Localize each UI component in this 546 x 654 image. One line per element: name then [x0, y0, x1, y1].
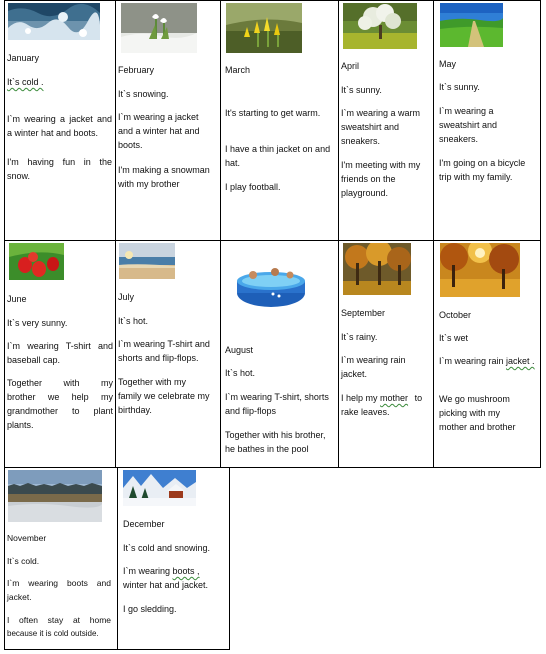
july-name: July [118, 292, 135, 302]
month-cell-april [339, 1, 433, 240]
june-clothes-line-2: baseball cap. [7, 355, 61, 365]
august-clothes-line-1: I`m wearing T-shirt, shorts [225, 392, 329, 402]
strawberry-image [9, 243, 64, 280]
april-clothes-line-2: sweatshirt and [341, 122, 400, 132]
june-activity-line-1: Together with my [7, 378, 113, 388]
july-activity-line-1: Together with my [118, 377, 187, 387]
july-activity-line-2: family we celebrate my [118, 391, 210, 401]
october-activity-line-3: mother and brother [439, 422, 516, 432]
september-clothes-line-2: jacket. [341, 369, 368, 379]
august-name: August [225, 345, 254, 355]
month-cell-october [434, 241, 540, 467]
october-clothes-part-a: I`m wearing rain [439, 356, 504, 366]
july-weather: It`s hot. [118, 316, 149, 326]
april-activity-line-2: friends on the [341, 174, 396, 184]
july-activity-line-3: birthday. [118, 405, 152, 415]
march-clothes-line-1: I have a thin jacket on and [225, 144, 331, 154]
january-weather [7, 75, 44, 89]
april-clothes-line-1: I`m wearing a warm [341, 108, 421, 118]
december-clothes-line-1 [123, 564, 200, 578]
autumn-park-image [440, 243, 520, 297]
june-activity-line-4: plants. [7, 420, 34, 430]
may-clothes-line-1: I`m wearing a [439, 106, 494, 116]
february-activity-line-1: I'm making a snowman [118, 165, 210, 175]
september-activity-line-1 [341, 391, 422, 405]
january-activity-line-1: I'm having fun in the [7, 157, 112, 167]
november-activity-line-1: I often stay at home [7, 615, 111, 625]
october-name: October [439, 310, 472, 320]
january-clothes-line-2: a winter hat and boots. [7, 128, 99, 138]
june-weather: It`s very sunny. [7, 318, 68, 328]
january-activity-line-2: snow. [7, 171, 31, 181]
february-activity-line-2: with my brother [118, 179, 180, 189]
september-activity-part-a: I help my [341, 393, 378, 403]
october-clothes [439, 354, 535, 368]
march-weather: It's starting to get warm. [225, 108, 321, 118]
september-name: September [341, 308, 386, 318]
july-clothes-line-1: I`m wearing T-shirt and [118, 339, 210, 349]
meadow-path-image [440, 3, 503, 47]
january-weather-text: It`s cold . [7, 77, 44, 87]
december-name: December [123, 519, 165, 529]
december-clothes-part-b: boots , [172, 566, 200, 576]
february-clothes-line-3: boots. [118, 140, 143, 150]
april-name: April [341, 61, 360, 71]
april-activity-line-3: playground. [341, 188, 389, 198]
october-activity-line-2: picking with my [439, 408, 501, 418]
september-weather: It`s rainy. [341, 332, 378, 342]
february-weather: It`s snowing. [118, 89, 169, 99]
may-clothes-line-3: sneakers. [439, 134, 479, 144]
snowy-village-image [123, 470, 196, 506]
april-clothes-line-3: sneakers. [341, 136, 381, 146]
crocus-image [226, 3, 302, 53]
month-cell-november [5, 468, 117, 649]
autumn-forest-image [343, 243, 411, 295]
frost-image [8, 3, 100, 40]
month-cell-february [116, 1, 220, 240]
month-cell-december [118, 468, 229, 649]
june-activity-line-2: brother we help my [7, 392, 113, 402]
october-activity-line-1: We go mushroom [439, 394, 510, 404]
september-clothes-line-1: I`m wearing rain [341, 355, 406, 365]
june-activity-line-3: grandmother to plant [7, 406, 113, 416]
december-activity: I go sledding. [123, 604, 177, 614]
may-clothes-line-2: sweatshirt and [439, 120, 498, 130]
grid-row3-right-line [229, 467, 230, 650]
march-name: March [225, 65, 251, 75]
may-activity-line-2: trip with my family. [439, 172, 513, 182]
september-activity-line-2: rake leaves. [341, 407, 390, 417]
november-weather: It`s cold. [7, 556, 40, 566]
month-cell-january [5, 1, 115, 240]
beach-sunset-image [119, 243, 175, 279]
frosty-field-image [8, 470, 102, 522]
month-cell-july [116, 241, 220, 467]
october-weather: It`s wet [439, 333, 469, 343]
march-activity: I play football. [225, 182, 281, 192]
january-name: January [7, 53, 40, 63]
grid-right-line [540, 0, 541, 468]
february-clothes-line-1: I`m wearing a jacket [118, 112, 199, 122]
june-name: June [7, 294, 27, 304]
pool-image [235, 263, 307, 309]
may-activity-line-1: I'm going on a bicycle [439, 158, 526, 168]
month-cell-june [5, 241, 115, 467]
august-clothes-line-2: and flip-flops [225, 406, 277, 416]
june-clothes-line-1: I`m wearing T-shirt and [7, 341, 113, 351]
may-name: May [439, 59, 457, 69]
december-clothes-part-a: I`m wearing [123, 566, 171, 576]
february-name: February [118, 65, 155, 75]
march-clothes-line-2: hat. [225, 158, 241, 168]
august-weather: It`s hot. [225, 368, 256, 378]
month-cell-august [221, 241, 338, 467]
snowdrop-image [121, 3, 197, 53]
april-weather: It`s sunny. [341, 85, 382, 95]
november-clothes-line-1: I`m wearing boots and [7, 578, 111, 588]
month-cell-march [221, 1, 338, 240]
september-activity-part-c: to [414, 393, 423, 403]
september-activity-part-b: mother [380, 393, 409, 403]
july-clothes-line-2: shorts and flip-flops. [118, 353, 199, 363]
december-clothes-line-2: winter hat and jacket. [123, 580, 209, 590]
november-activity-line-2: because it is cold outside. [7, 629, 99, 638]
april-activity-line-1: I'm meeting with my [341, 160, 421, 170]
february-clothes-line-2: and a winter hat and [118, 126, 200, 136]
month-cell-september [339, 241, 433, 467]
august-activity-line-2: he bathes in the pool [225, 444, 309, 454]
month-cell-may [434, 1, 540, 240]
january-clothes-line-1: I`m wearing a jacket and [7, 114, 112, 124]
may-weather: It`s sunny. [439, 82, 480, 92]
august-activity-line-1: Together with his brother, [225, 430, 326, 440]
blossom-image [343, 3, 417, 49]
october-clothes-part-b: jacket . [506, 356, 535, 366]
november-name: November [7, 533, 47, 543]
december-weather: It`s cold and snowing. [123, 543, 211, 553]
november-clothes-line-2: jacket. [7, 592, 32, 602]
